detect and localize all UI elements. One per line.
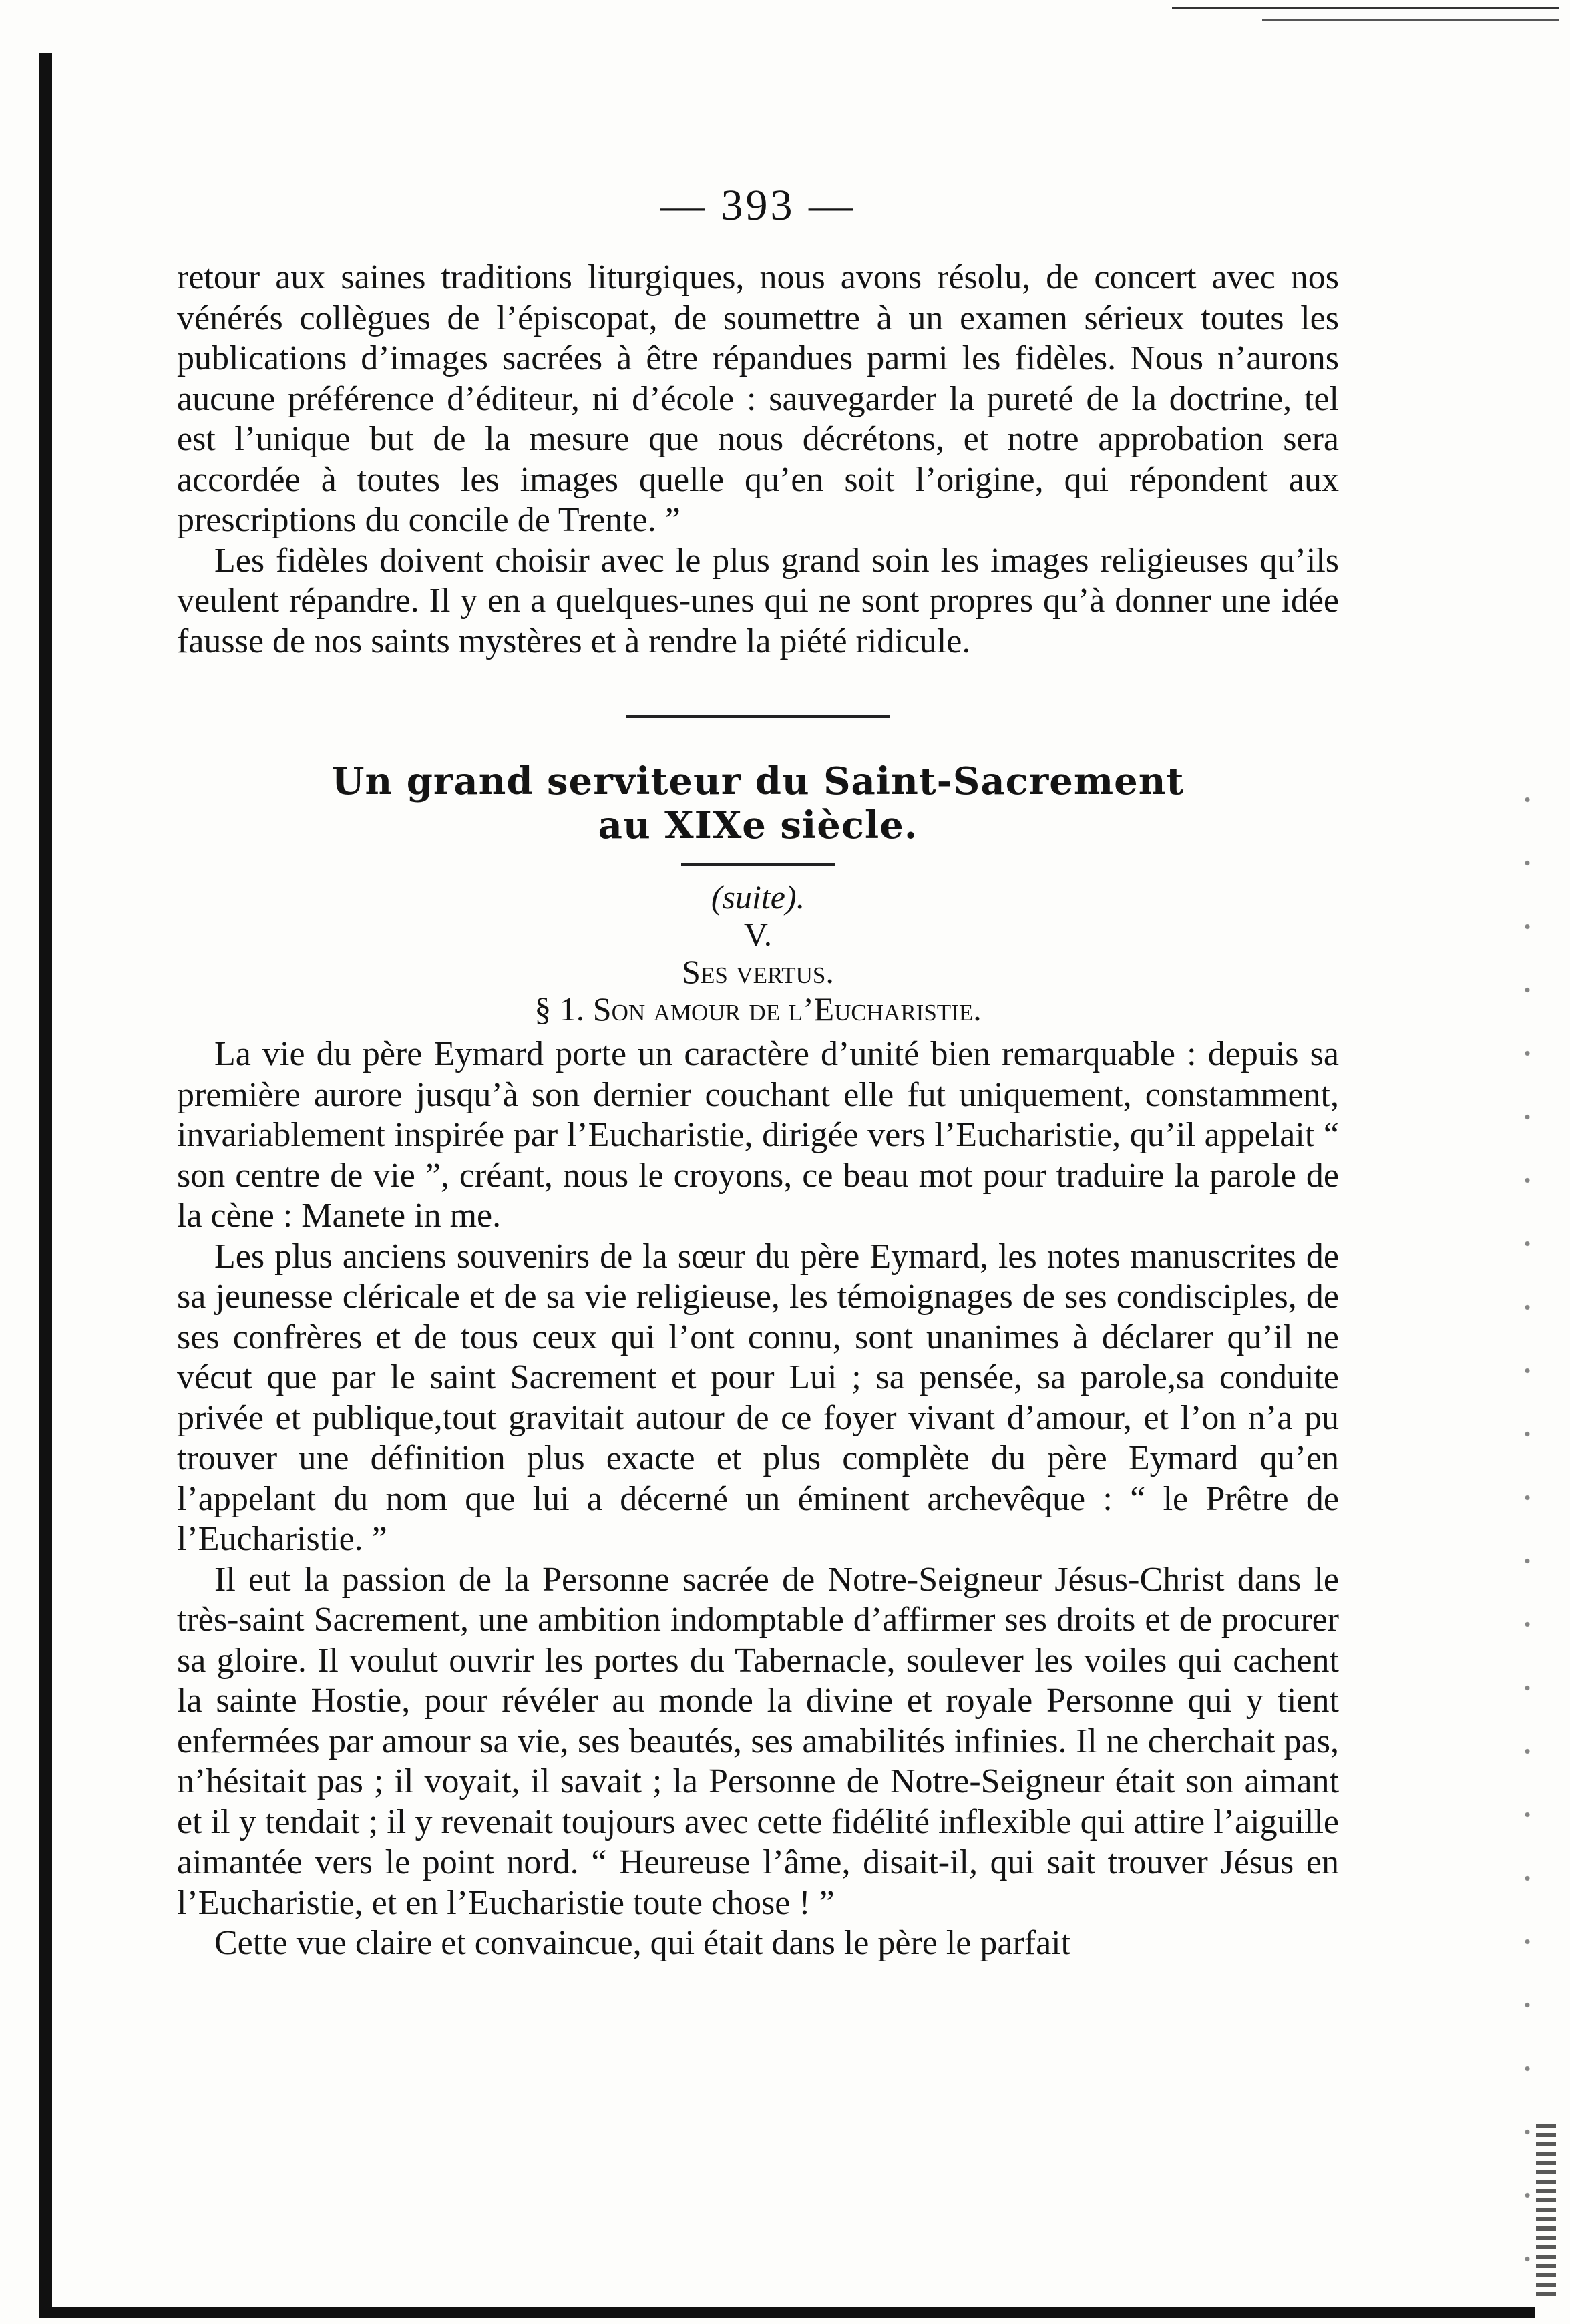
article-paragraph-3: Il eut la passion de la Personne sacrée de Notre-Seigneur Jésus-Christ dans le très-saint Sacrement, une ambition indomptable d’affirmer ses droits et de procurer sa gloire. Il voulut ouvrir les portes du Tabernacle, soulever les voiles qui cachent la sainte Hostie, pour révéler au monde la divine et royale Personne qui y tient enfermées par amour sa vie, ses beautés, ses amabilités infinies. Il ne cherchait pas, n’hésitait pas ; il voyait, il savait ; la Personne de Notre-Seigneur était son aimant et il y tendait ; il y revenait toujours avec cette fidélité inflexible qui attire l’aiguille aimantée vers le point nord. “ Heureuse l’âme, disait-il, qui sait trouver Jésus en l’Eucharistie, et en l’Eucharistie toute chose ! ” <box>177 1560 1339 1922</box>
continued-label: (suite). <box>711 878 805 916</box>
section-title: § 1. Son amour de l’Eucharistie. <box>534 990 982 1028</box>
section-gap <box>177 1028 1339 1034</box>
article-paragraph-1: La vie du père Eymard porte un caractère d’unité bien remarquable : depuis sa première aurore jusqu’à son dernier couchant elle fut uniquement, constamment, invariablement inspirée par l’Eucharistie, dirigée vers l’Eucharistie, qu’il appelait “ son centre de vie ”, créant, nous le croyons, ce beau mot pour traduire la parole de la cène : Manete in me. <box>177 1035 1339 1235</box>
article-paragraph-4: Cette vue claire et convaincue, qui était dans le père le parfait <box>214 1924 1071 1962</box>
scan-edge-marks <box>1536 2124 1556 2297</box>
section-separator <box>626 715 890 718</box>
page-content <box>177 180 1339 1964</box>
intro-paragraph-1: retour aux saines traditions liturgiques, nous avons résolu, de concert avec nos vénérés collègues de l’épiscopat, de soumettre à un examen sérieux toutes les publications d’images sacrées à être répandues parmi les fidèles. Nous n’aurons aucune préférence d’éditeur, ni d’école : sauvegarder la pureté de la doctrine, tel est l’unique but de la mesure que nous décrétons, et notre approbation sera accordée à toutes les images quelle qu’en soit l’origine, qui répondent aux prescriptions du concile de Trente. ” <box>177 258 1339 539</box>
title-underline <box>681 863 835 866</box>
scan-left-border <box>39 53 52 2314</box>
chapter-number: V. <box>743 916 773 953</box>
intro-paragraph-2: Les fidèles doivent choisir avec le plus grand soin les images religieuses qu’ils veulent répandre. Il y en a quelques-unes qui ne sont propres qu’à donner une idée fausse de nos saints mystères et à rendre la piété ridicule. <box>177 541 1339 660</box>
article-paragraph-2: Les plus anciens souvenirs de la sœur du père Eymard, les notes manuscrites de sa jeunesse cléricale et de sa vie religieuse, les témoignages de ses condisciples, de ses confrères et de tous ceux qui l’ont connu, sont unanimes à déclarer qu’il ne vécut que par le saint Sacrement et pour Lui ; sa pensée, sa parole,sa conduite privée et publique,tout gravitait autour de ce foyer vivant d’amour, et l’on n’a pu trouver une définition plus exacte et plus complète du père Eymard qu’en l’appelant du nom que lui a décerné un éminent archevêque : “ le Prêtre de l’Eucharistie. ” <box>177 1237 1339 1558</box>
chapter-title: Ses vertus. <box>682 953 834 990</box>
article-title-line-1: Un grand serviteur du Saint-Sacrement <box>331 759 1185 803</box>
scan-bottom-border <box>39 2307 1535 2318</box>
article-title-line-2: au XIXe siècle. <box>598 803 918 847</box>
scan-edge-specks <box>1511 768 1544 2291</box>
scan-top-rule <box>1172 7 1559 9</box>
page-number: — 393 — <box>660 181 855 230</box>
scan-top-rule-secondary <box>1262 19 1559 21</box>
